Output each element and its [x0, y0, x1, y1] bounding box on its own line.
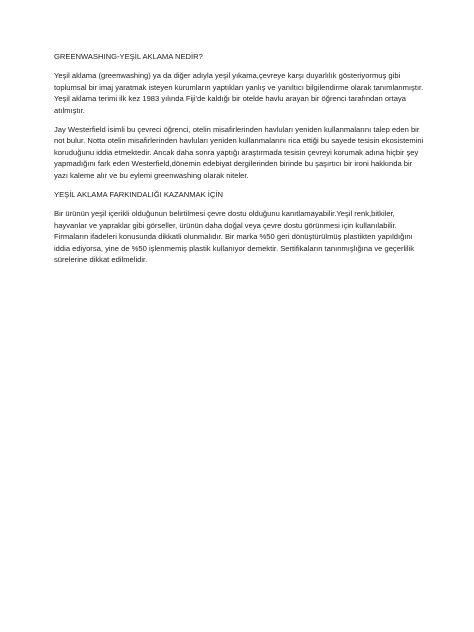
paragraph-tips: Bir ürünün yeşil içerikli olduğunun belirtilmesi çevre dostu olduğunu kanıtlamayabilir.Yeşil renk,bitkiler, hayvanlar ve yapraklar gibi görseller, ürünün daha doğal veya çevre dostu görünmesi için kullanılabilir. Firmaların ifadeleri konusunda dikkatli olunmalıdır. Bir marka %50 geri dönüştürülmüş plastikten yapıldığını iddia ediyorsa, yine de %50 işlenmemiş plastik kullanıyor demektir. Sertifikaların tanınmışlığına ve geçerlilik sürelerine dikkat edilmelidir. — [54, 209, 415, 265]
heading-greenwashing: GREENWASHING-YEŞİL AKLAMA NEDİR? — [54, 52, 203, 61]
heading-awareness: YEŞİL AKLAMA FARKINDALIĞI KAZANMAK İÇİN — [54, 190, 223, 200]
paragraph-definition: Yeşil aklama (greenwashing) ya da diğer adıyla yeşil yıkama,çevreye karşı duyarlılık gösteriyormuş gibi toplumsal bir imaj yaratmak isteyen kurumların yaptıkları yanlış ve yanıltıcı bilgilendirme olarak tanımlanmıştır. Yeşil aklama terimi ilk kez 1983 yılında Fiji'de kaldığı bir otelde havlu arayan bir öğrenci tarafından ortaya atılmıştır. — [54, 71, 424, 115]
document-body — [54, 51, 426, 274]
paragraph-westerfield: Jay Westerfield isimli bu çevreci öğrenci, otelin misafirlerinden havluları yeniden kullanmalarını talep eden bir not bulur. Notta otelin misafirlerinden havluları yeniden kullanmalarını rica ettiği bu sayede tesisin ekosistemini koruduğunu iddia etmektedir. Ancak daha sonra yaptığı araştırmada tesisin çevreyi korumak adına hiçbir şey yapmadığını fark eden Westerfield,dönemin edebiyat dergilerinden birinde bu şaşırtıcı bir ironi hakkında bir yazı kaleme alır ve bu eylemi greenwashing olarak niteler. — [54, 125, 424, 180]
